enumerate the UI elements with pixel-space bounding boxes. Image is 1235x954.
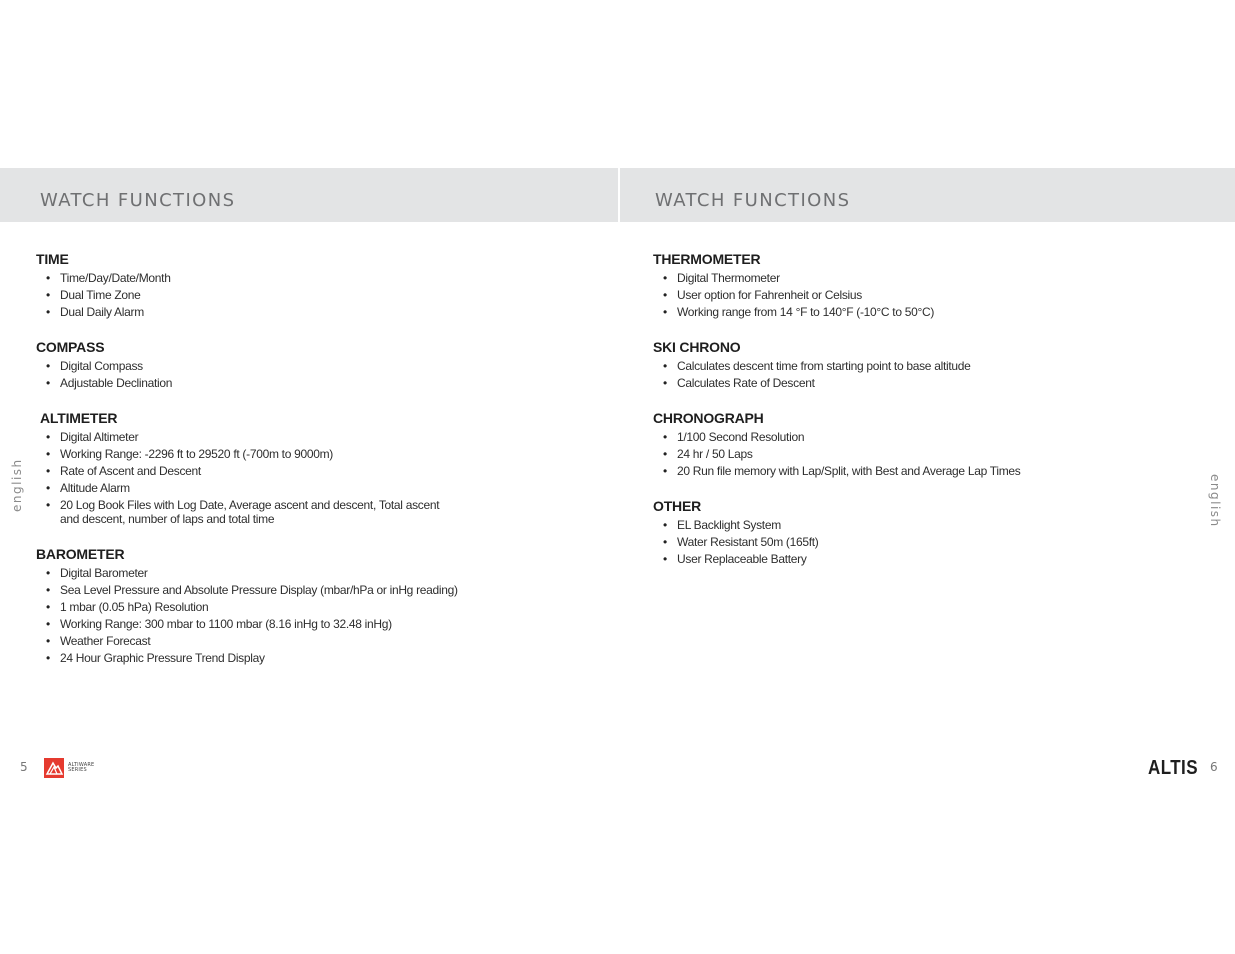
brand-logo: ALTIS [1148, 757, 1198, 779]
feature-list [36, 430, 506, 526]
list-item: • Digital Compass [36, 359, 506, 373]
section-title: SKI CHRONO [653, 339, 741, 355]
section-ski-chrono [653, 339, 1123, 390]
list-item: • Water Resistant 50m (165ft) [653, 535, 1123, 549]
list-item: • EL Backlight System [653, 518, 1123, 532]
feature-list [653, 518, 1123, 566]
list-item: • Rate of Ascent and Descent [36, 464, 506, 478]
list-item: • Altitude Alarm [36, 481, 506, 495]
logo-text [68, 763, 94, 773]
section-title: OTHER [653, 498, 702, 514]
mountain-logo-icon [44, 758, 64, 778]
section-title: COMPASS [36, 339, 105, 355]
list-item: • Dual Daily Alarm [36, 305, 506, 319]
list-item: • 24 hr / 50 Laps [653, 447, 1123, 461]
list-item: • Working range from 14 °F to 140°F (-10°C to 50°C) [653, 305, 1123, 319]
right-page-content [653, 251, 1123, 586]
section-barometer [36, 546, 506, 665]
section-title: BAROMETER [36, 546, 125, 562]
feature-list [653, 359, 1123, 390]
list-item: • 20 Run file memory with Lap/Split, with Best and Average Lap Times [653, 464, 1123, 478]
section-time [36, 251, 506, 319]
list-item: • Working Range: 300 mbar to 1100 mbar (8.16 inHg to 32.48 inHg) [36, 617, 506, 631]
list-item: • 20 Log Book Files with Log Date, Average ascent and descent, Total ascent and descent, number of laps and total time [36, 498, 460, 526]
feature-list [36, 359, 506, 390]
section-title: ALTIMETER [40, 410, 118, 426]
feature-list [36, 271, 506, 319]
section-title: THERMOMETER [653, 251, 761, 267]
left-page-content [36, 251, 506, 685]
list-item: • 1 mbar (0.05 hPa) Resolution [36, 600, 506, 614]
list-item: • Dual Time Zone [36, 288, 506, 302]
right-page-title: WATCH FUNCTIONS [655, 190, 851, 211]
page-number: 6 [1210, 760, 1218, 774]
language-side-label: english [10, 458, 24, 512]
list-item: • Calculates Rate of Descent [653, 376, 1123, 390]
list-item: • Digital Altimeter [36, 430, 506, 444]
section-chronograph [653, 410, 1123, 478]
list-item: • Adjustable Declination [36, 376, 506, 390]
section-thermometer [653, 251, 1123, 319]
section-title: TIME [36, 251, 69, 267]
section-other [653, 498, 1123, 566]
left-page-title: WATCH FUNCTIONS [40, 190, 236, 211]
list-item: • Time/Day/Date/Month [36, 271, 506, 285]
section-title: CHRONOGRAPH [653, 410, 764, 426]
feature-list [653, 430, 1123, 478]
page-number: 5 [20, 760, 28, 774]
list-item: • User option for Fahrenheit or Celsius [653, 288, 1123, 302]
list-item: • Digital Barometer [36, 566, 506, 580]
feature-list [36, 566, 506, 665]
list-item: • Working Range: -2296 ft to 29520 ft (-700m to 9000m) [36, 447, 506, 461]
list-item: • Sea Level Pressure and Absolute Pressure Display (mbar/hPa or inHg reading) [36, 583, 506, 597]
list-item: • User Replaceable Battery [653, 552, 1123, 566]
section-compass [36, 339, 506, 390]
logo-text-line: SERIES [68, 767, 87, 773]
feature-list [653, 271, 1123, 319]
list-item: • Calculates descent time from starting point to base altitude [653, 359, 1123, 373]
language-side-label: english [1208, 474, 1222, 528]
list-item: • Digital Thermometer [653, 271, 1123, 285]
logo-text-line: ALTIWARE [68, 762, 95, 768]
list-item: • 24 Hour Graphic Pressure Trend Display [36, 651, 506, 665]
list-item: • 1/100 Second Resolution [653, 430, 1123, 444]
section-altimeter [36, 410, 506, 526]
list-item: • Weather Forecast [36, 634, 506, 648]
